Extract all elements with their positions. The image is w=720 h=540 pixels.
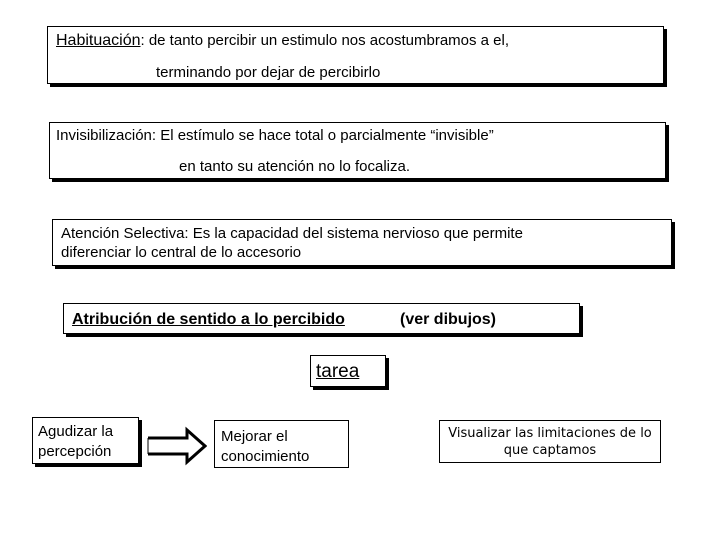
habituacion-line-1	[56, 32, 509, 50]
atencion-selectiva-box	[52, 219, 672, 266]
habituacion-definition: : de tanto percibir un estimulo nos acostumbramos a el,	[140, 32, 510, 49]
habituacion-line-2: terminando por dejar de percibirlo	[156, 64, 381, 81]
atribucion-note: (ver dibujos)	[400, 311, 497, 328]
double-arrow-icon	[147, 426, 207, 466]
atencion-line-1: Atención Selectiva: Es la capacidad del sistema nervioso que permite	[61, 225, 523, 242]
habituacion-box	[47, 26, 664, 84]
agudizar-label: Agudizar la percepción	[38, 423, 114, 460]
invisibilizacion-box	[49, 122, 666, 179]
tarea-box	[310, 355, 386, 387]
tarea-label: tarea	[316, 361, 360, 382]
invisibilizacion-line-1: Invisibilización: El estímulo se hace total o parcialmente “invisible”	[56, 127, 494, 144]
atencion-line-2: diferenciar lo central de lo accesorio	[61, 244, 302, 261]
mejorar-label: Mejorar el conocimiento	[221, 428, 310, 465]
visualizar-label: Visualizar las limitaciones de lo que captamos	[448, 426, 652, 458]
visualizar-box	[439, 420, 661, 463]
habituacion-keyword: Habituación	[56, 32, 141, 49]
invisibilizacion-line-2: en tanto su atención no lo focaliza.	[179, 158, 410, 175]
atribucion-box	[63, 303, 580, 334]
atribucion-label: Atribución de sentido a lo percibido	[72, 311, 345, 328]
mejorar-box	[214, 420, 349, 468]
agudizar-box	[32, 417, 139, 464]
